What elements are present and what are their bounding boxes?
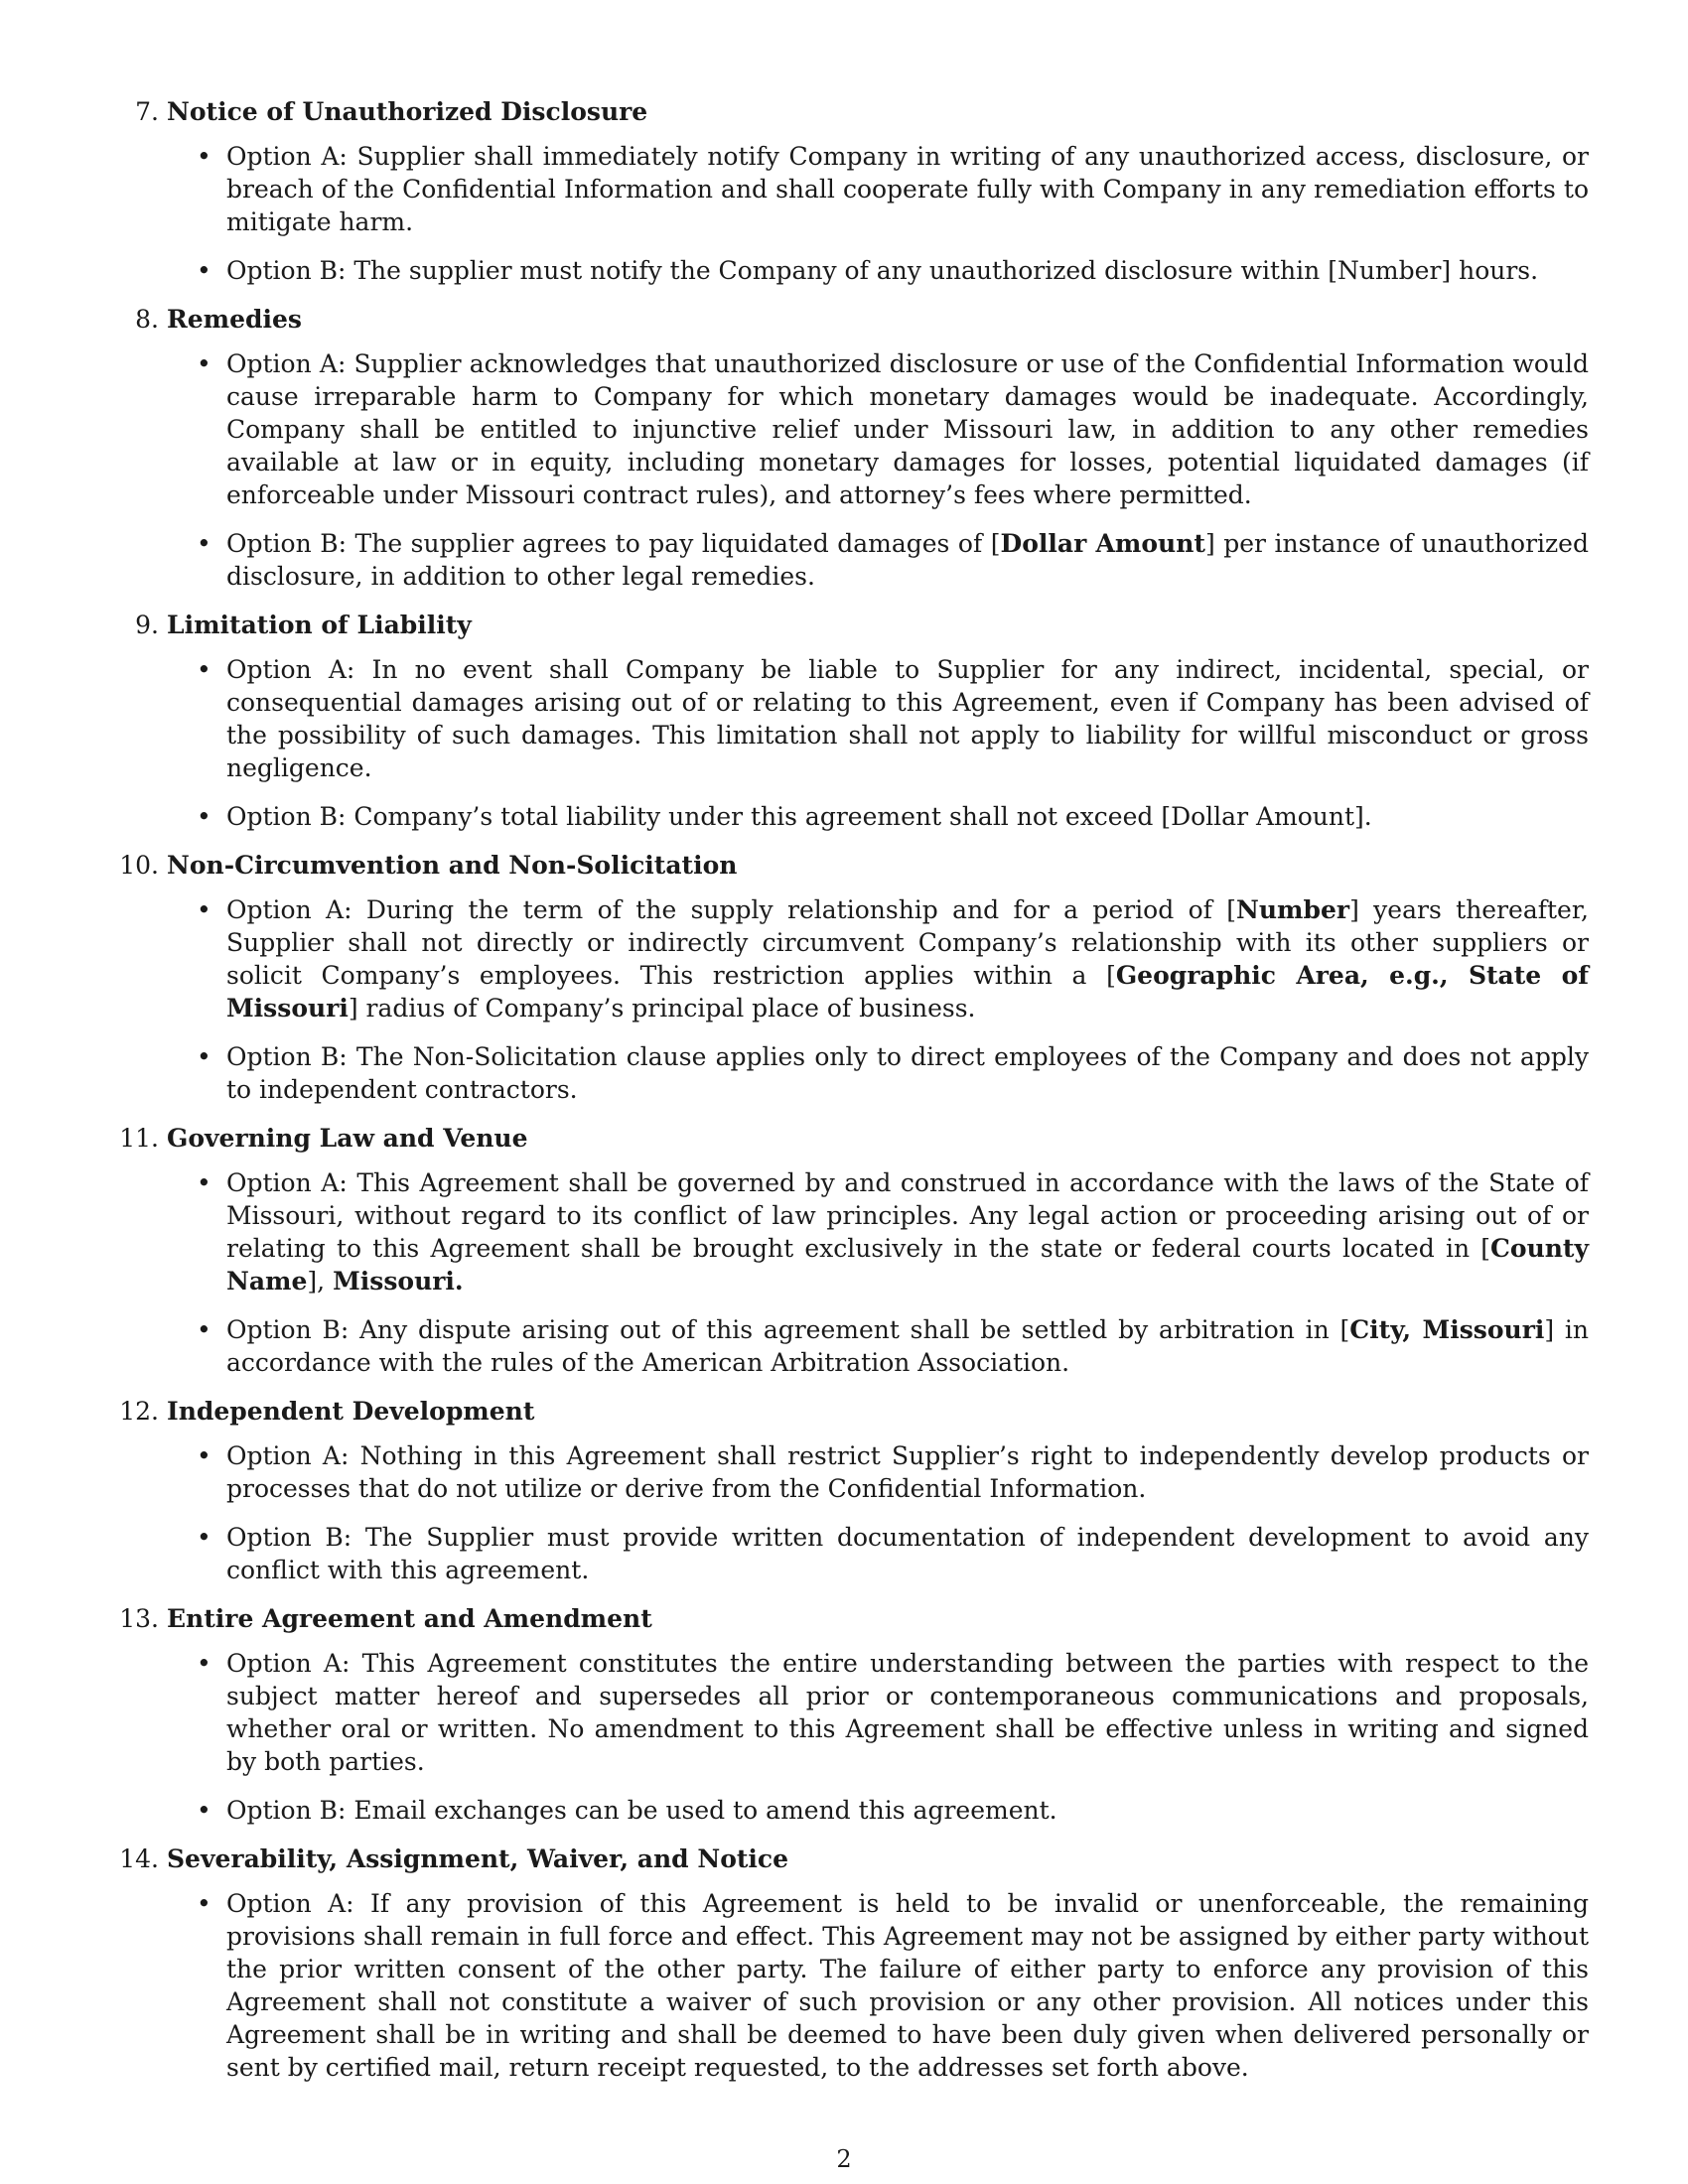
option-text: Option A: Supplier shall immediately notify Company in writing of any unauthorized access, disclosure, or breach of the Confidential Information and shall cooperate fully with Company in any remediation efforts to mitigate harm. <box>226 142 1589 236</box>
section-heading <box>119 1395 1589 1428</box>
options-list <box>167 347 1589 593</box>
option-text: ] radius of Company’s principal place of business. <box>348 994 976 1023</box>
placeholder-bold: City, Missouri <box>1349 1315 1545 1344</box>
section-title: Limitation of Liability <box>167 611 472 639</box>
section-title: Remedies <box>167 305 302 334</box>
option-item <box>226 1887 1589 2084</box>
section-heading <box>119 1602 1589 1635</box>
section-12 <box>119 1395 1589 1586</box>
option-item <box>226 1313 1589 1379</box>
option-text: Option A: During the term of the supply relationship and for a period of [ <box>226 895 1237 924</box>
option-text: Option B: Any dispute arising out of this agreement shall be settled by arbitration in [ <box>226 1315 1350 1344</box>
option-text: ], <box>307 1267 334 1296</box>
placeholder-bold: Number <box>1236 895 1350 924</box>
option-text: Option A: If any provision of this Agreement is held to be invalid or unenforceable, the remaining provisions shall remain in full force and effect. This Agreement may not be assigned by either party without the prior written consent of the other party. The failure of either party to enforce any provision of this Agreement shall not constitute a waiver of such provision or any other provision. All notices under this Agreement shall be in writing and shall be deemed to have been duly given when delivered personally or sent by certified mail, return receipt requested, to the addresses set forth above. <box>226 1889 1589 2082</box>
option-text: Option B: The Non-Solicitation clause applies only to direct employees of the Company and does not apply to independent contractors. <box>226 1042 1589 1104</box>
options-list <box>167 1887 1589 2084</box>
option-item <box>226 800 1589 833</box>
section-heading <box>135 303 1589 336</box>
page-number: 2 <box>836 2145 852 2173</box>
section-7 <box>135 95 1589 287</box>
option-text: Option A: This Agreement shall be governed by and construed in accordance with the laws of the State of Missouri, without regard to its conflict of law principles. Any legal action or proceeding arising out of or relating to this Agreement shall be brought exclusively in the state or federal courts located in [ <box>226 1168 1589 1263</box>
option-item <box>226 1647 1589 1778</box>
option-item <box>226 1521 1589 1586</box>
option-item <box>226 1794 1589 1827</box>
section-11 <box>119 1122 1590 1379</box>
option-text: Option A: In no event shall Company be liable to Supplier for any indirect, incidental, special, or consequential damages arising out of or relating to this Agreement, even if Company has been advised of the possibility of such damages. This limitation shall not apply to liability for willful misconduct or gross negligence. <box>226 655 1589 782</box>
section-heading <box>135 95 1589 128</box>
option-item <box>226 1040 1589 1106</box>
option-item <box>226 347 1589 511</box>
option-item <box>226 893 1589 1024</box>
options-list <box>167 1439 1589 1586</box>
option-item <box>226 140 1589 238</box>
placeholder-bold: Geographic Area, e.g., State of Missouri <box>226 961 1590 1023</box>
section-title: Entire Agreement and Amendment <box>167 1604 652 1633</box>
options-list <box>167 1166 1589 1379</box>
options-list <box>167 653 1589 833</box>
option-text: Option A: This Agreement constitutes the entire understanding between the parties with respect to the subject matter hereof and supersedes all prior or contemporaneous communications and proposals, whether oral or written. No amendment to this Agreement shall be effective unless in writing and signed by both parties. <box>226 1649 1589 1776</box>
section-9 <box>135 609 1589 833</box>
section-number: 12. <box>119 1397 159 1426</box>
placeholder-bold: Dollar Amount <box>1000 529 1205 558</box>
option-text: Option B: The Supplier must provide written documentation of independent development to avoid any conflict with this agreement. <box>226 1523 1589 1584</box>
section-title: Severability, Assignment, Waiver, and Notice <box>167 1844 789 1873</box>
option-item <box>226 527 1589 593</box>
options-list <box>167 1647 1589 1827</box>
option-text: ] per instance of unauthorized disclosure, in addition to other legal remedies. <box>226 529 1589 591</box>
options-list <box>167 893 1589 1106</box>
section-heading <box>119 849 1589 882</box>
option-text: ] years thereafter, Supplier shall not directly or indirectly circumvent Company’s relationship with its other suppliers or solicit Company’s employees. This restriction applies within a [ <box>226 895 1589 990</box>
option-text: Option B: The supplier agrees to pay liquidated damages of [ <box>226 529 1001 558</box>
document-body <box>119 95 1590 2100</box>
option-text: Option B: Email exchanges can be used to amend this agreement. <box>226 1796 1057 1825</box>
option-item <box>226 1439 1589 1505</box>
placeholder-bold: County Name <box>226 1234 1589 1296</box>
section-heading <box>119 1843 1589 1875</box>
option-item <box>226 1166 1589 1297</box>
section-14 <box>119 1843 1589 2084</box>
option-text: Option A: Supplier acknowledges that unauthorized disclosure or use of the Confidential Information would cause irreparable harm to Company for which monetary damages would be inadequate. Accordingly, Company shall be entitled to injunctive relief under Missouri law, in addition to any other remedies available at law or in equity, including monetary damages for losses, potential liquidated damages (if enforceable under Missouri contract rules), and attorney’s fees where permitted. <box>226 349 1589 509</box>
options-list <box>167 140 1589 287</box>
section-13 <box>119 1602 1589 1827</box>
option-text: Option B: The supplier must notify the Company of any unauthorized disclosure within [Number] hours. <box>226 256 1539 285</box>
option-text: ] in accordance with the rules of the American Arbitration Association. <box>226 1315 1590 1377</box>
section-title: Governing Law and Venue <box>167 1124 528 1153</box>
section-8 <box>135 303 1589 593</box>
section-heading <box>135 609 1589 641</box>
section-number: 8. <box>135 305 159 334</box>
section-10 <box>119 849 1590 1106</box>
option-item <box>226 653 1589 784</box>
section-title: Notice of Unauthorized Disclosure <box>167 97 648 126</box>
option-item <box>226 254 1589 287</box>
section-title: Non-Circumvention and Non-Solicitation <box>167 851 738 880</box>
section-number: 9. <box>135 611 159 639</box>
option-text: Option A: Nothing in this Agreement shall restrict Supplier’s right to independently develop products or processes that do not utilize or derive from the Confidential Information. <box>226 1441 1589 1503</box>
section-number: 14. <box>119 1844 159 1873</box>
section-number: 13. <box>119 1604 159 1633</box>
placeholder-bold: Missouri. <box>333 1267 464 1296</box>
section-number: 7. <box>135 97 159 126</box>
section-title: Independent Development <box>167 1397 535 1426</box>
section-heading <box>119 1122 1589 1155</box>
option-text: Option B: Company’s total liability under this agreement shall not exceed [Dollar Amount]. <box>226 802 1372 831</box>
section-number: 11. <box>119 1124 159 1153</box>
section-number: 10. <box>119 851 159 880</box>
